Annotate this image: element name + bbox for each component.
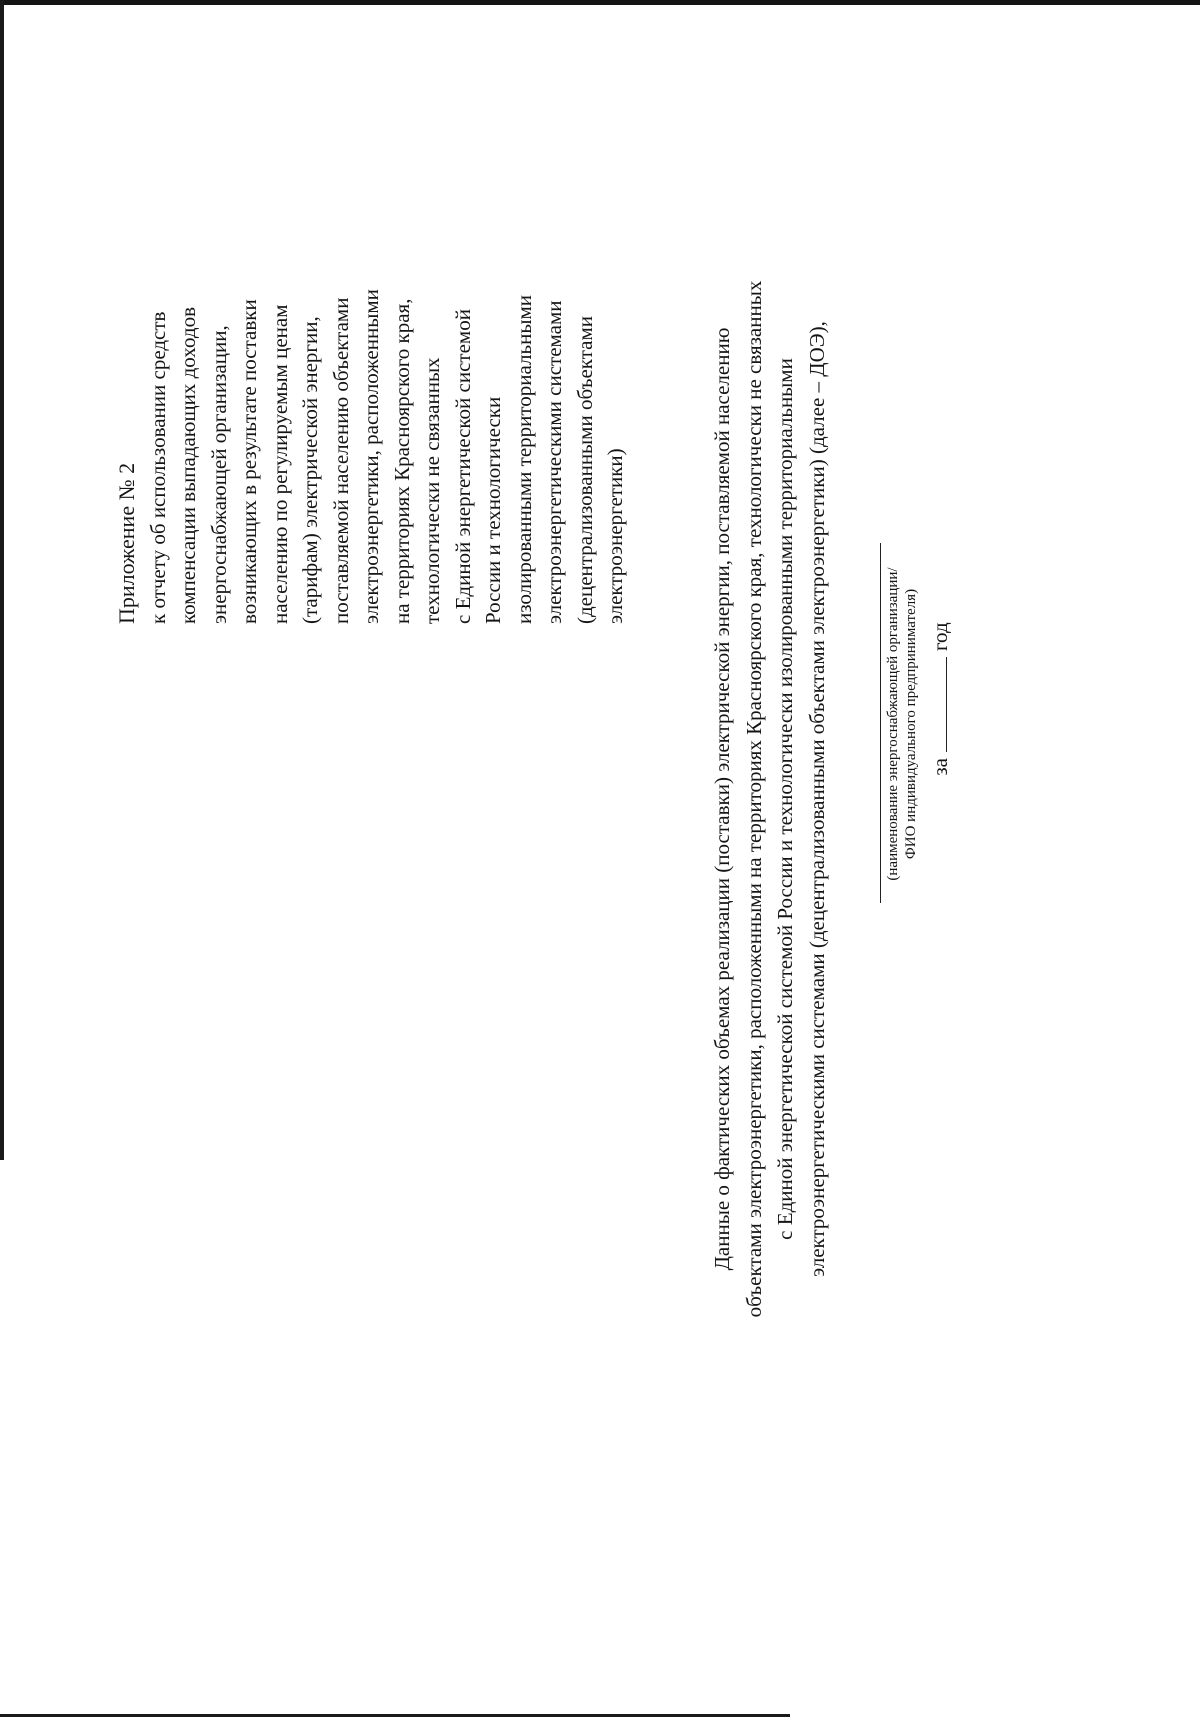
annex-line: (децентрализованными объектами: [572, 316, 597, 624]
annex-line: поставляемой населению объектами: [328, 297, 353, 624]
heading-line: Данные о фактических объемах реализации (поставки) электрической энергии, поставляемой населению: [710, 327, 734, 1271]
annex-line: электроэнергетическими системами: [542, 300, 566, 624]
heading-line: электроэнергетическими системами (децентрализованными объектами электроэнергетики) (далее – ДОЭ),: [804, 321, 829, 1277]
annex-line: населению по регулируемым ценам: [267, 304, 292, 624]
heading-line: объектами электроэнергетики, расположенными на территориях Красноярского края, технологически не связанных: [741, 280, 766, 1318]
period-blank-field: [930, 657, 947, 752]
period-prefix: за: [928, 758, 952, 776]
annex-line: возникающих в результате поставки: [237, 299, 261, 624]
annex-line: с Единой энергетической системой: [450, 309, 475, 624]
annex-line: изолированными территориальными: [511, 295, 536, 624]
annex-line: России и технологически: [481, 396, 505, 624]
caption-line: (наименование энергоснабжающей организации/: [885, 567, 901, 881]
organization-name-field: [880, 543, 881, 903]
annex-line: технологически не связанных: [420, 357, 444, 624]
annex-line: на территориях Красноярского края,: [389, 298, 414, 624]
annex-title: Приложение № 2: [114, 462, 139, 624]
organization-name-caption: [884, 539, 920, 909]
annex-line: к отчету об использовании средств: [145, 311, 170, 624]
reporting-period: [925, 449, 955, 949]
annex-line: энергоснабжающей организации,: [206, 325, 231, 624]
document-heading: [707, 49, 833, 1549]
heading-line: с Единой энергетической системой России и технологически изолированными территориальными: [773, 358, 797, 1240]
annex-line: (тарифам) электрической энергии,: [298, 316, 322, 624]
caption-line: ФИО индивидуального предпринимателя): [903, 588, 919, 860]
period-suffix: год: [928, 622, 952, 652]
annex-line: электроэнергетики, расположенными: [359, 289, 383, 624]
annex-line: компенсации выпадающих доходов: [176, 307, 200, 624]
annex-block: [112, 64, 631, 624]
annex-line: электроэнергетики): [603, 448, 627, 624]
